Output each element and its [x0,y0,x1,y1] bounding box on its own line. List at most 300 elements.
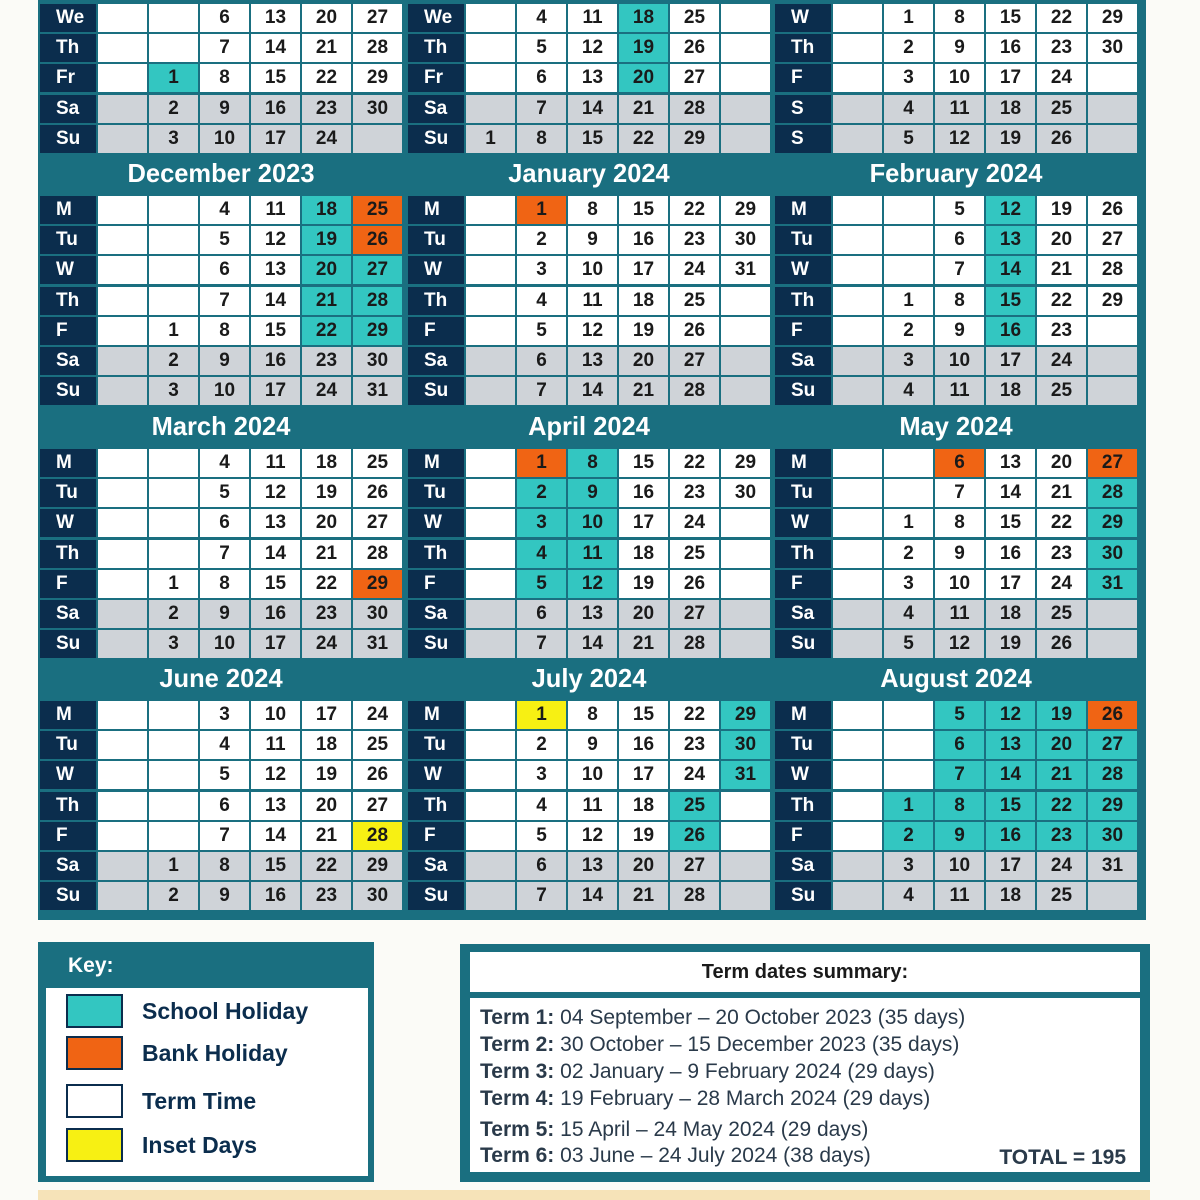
day-cell: 9 [200,882,249,910]
day-label: Su [40,630,96,658]
day-cell: 4 [884,882,933,910]
day-cell: 15 [619,701,668,729]
day-label: Th [775,287,831,315]
day-cell: 18 [986,377,1035,405]
day-cell: 25 [1037,95,1086,123]
day-label: M [775,196,831,224]
day-cell [98,125,147,153]
total-days: TOTAL = 195 [999,1146,1126,1169]
day-cell: 20 [619,347,668,375]
day-cell: 7 [935,256,984,284]
day-cell: 13 [986,226,1035,254]
day-cell: 31 [721,256,770,284]
day-cell [353,125,402,153]
day-cell [721,64,770,92]
day-cell: 8 [568,196,617,224]
day-cell: 17 [986,570,1035,598]
day-cell: 3 [884,64,933,92]
day-label: M [408,449,464,477]
day-cell: 28 [670,377,719,405]
day-cell: 22 [1037,287,1086,315]
day-cell [833,600,882,628]
day-cell: 5 [200,761,249,789]
day-cell: 12 [568,822,617,850]
day-cell [1088,882,1137,910]
day-cell: 30 [1088,822,1137,850]
day-cell: 11 [935,882,984,910]
day-cell: 17 [986,852,1035,880]
day-cell: 24 [1037,347,1086,375]
day-cell: 18 [302,731,351,759]
term-dates: 15 April – 24 May 2024 (29 days) [560,1118,869,1141]
day-cell: 21 [619,882,668,910]
key-panel [38,942,374,1182]
month-title: July 2024 [531,663,647,693]
day-cell: 23 [670,731,719,759]
day-cell [721,287,770,315]
day-cell: 25 [670,792,719,820]
day-cell: 8 [517,125,566,153]
day-cell: 2 [149,347,198,375]
day-cell [833,95,882,123]
day-label: F [40,570,96,598]
day-label: F [408,822,464,850]
term-time-label: Term Time [142,1088,257,1114]
day-cell: 26 [353,761,402,789]
term-1-line [480,1006,965,1030]
day-label: Su [408,882,464,910]
day-cell: 16 [986,540,1035,568]
day-cell: 4 [884,95,933,123]
day-cell: 14 [986,479,1035,507]
day-cell: 16 [619,479,668,507]
day-cell: 20 [302,256,351,284]
day-cell [721,95,770,123]
day-cell [98,226,147,254]
day-cell: 9 [935,317,984,345]
day-cell [721,630,770,658]
day-cell [466,287,515,315]
day-cell: 22 [302,570,351,598]
day-cell: 11 [251,731,300,759]
day-cell: 18 [302,449,351,477]
day-cell [466,226,515,254]
day-cell [1088,630,1137,658]
day-cell: 12 [568,317,617,345]
day-label: Fr [40,64,96,92]
day-cell [98,630,147,658]
day-cell: 17 [619,256,668,284]
day-cell: 8 [568,701,617,729]
day-cell: 21 [1037,256,1086,284]
term-label: Term 3: [480,1060,555,1083]
month-title: February 2024 [869,158,1043,188]
day-cell: 6 [200,792,249,820]
day-cell: 5 [517,822,566,850]
day-cell: 3 [517,256,566,284]
day-cell [721,882,770,910]
day-cell: 2 [149,95,198,123]
day-cell: 4 [517,540,566,568]
day-cell: 25 [670,4,719,32]
day-cell [884,761,933,789]
day-cell: 19 [302,761,351,789]
month-title: May 2024 [899,411,1013,441]
day-cell: 27 [670,600,719,628]
day-cell: 12 [251,761,300,789]
day-cell: 10 [568,761,617,789]
day-cell: 3 [517,761,566,789]
day-cell: 4 [200,449,249,477]
day-cell: 5 [200,479,249,507]
day-cell: 13 [251,792,300,820]
day-cell: 2 [884,540,933,568]
day-cell [721,600,770,628]
day-cell [833,731,882,759]
term-dates: 02 January – 9 February 2024 (29 days) [560,1060,935,1083]
day-cell: 6 [935,731,984,759]
day-cell: 20 [302,792,351,820]
day-cell: 21 [1037,479,1086,507]
day-cell: 14 [251,287,300,315]
day-cell: 9 [200,600,249,628]
day-cell [149,509,198,537]
day-cell: 23 [1037,317,1086,345]
day-cell: 13 [251,256,300,284]
day-cell [884,226,933,254]
day-cell: 28 [1088,761,1137,789]
day-label: S [775,125,831,153]
day-label: M [408,196,464,224]
day-label: Tu [408,479,464,507]
day-cell [721,509,770,537]
day-cell [833,4,882,32]
day-label: W [775,509,831,537]
day-label: F [775,822,831,850]
day-cell: 29 [353,852,402,880]
day-cell: 17 [619,761,668,789]
term-dates: 30 October – 15 December 2023 (35 days) [560,1033,960,1056]
day-label: Tu [40,479,96,507]
term-4-line [480,1087,930,1111]
day-cell [884,449,933,477]
day-cell: 25 [670,287,719,315]
day-cell [98,540,147,568]
day-cell [833,377,882,405]
term-dates: 19 February – 28 March 2024 (29 days) [560,1087,931,1110]
day-cell: 2 [149,882,198,910]
day-cell: 7 [935,761,984,789]
day-cell: 27 [1088,731,1137,759]
day-cell [833,701,882,729]
day-cell: 12 [986,701,1035,729]
day-cell: 17 [251,125,300,153]
day-cell: 26 [1037,630,1086,658]
day-cell [98,449,147,477]
day-cell: 15 [619,449,668,477]
term-label: Term 5: [480,1118,555,1141]
day-cell: 10 [935,852,984,880]
day-cell: 8 [935,287,984,315]
day-label: S [775,95,831,123]
day-cell: 16 [986,34,1035,62]
day-cell [833,34,882,62]
day-cell [98,509,147,537]
day-cell: 10 [568,509,617,537]
day-label: Th [775,792,831,820]
day-cell [884,731,933,759]
day-cell: 3 [517,509,566,537]
day-cell [149,449,198,477]
day-cell [1088,347,1137,375]
day-cell: 5 [884,630,933,658]
day-cell: 4 [884,600,933,628]
day-cell: 12 [568,570,617,598]
day-cell: 6 [517,852,566,880]
day-cell: 30 [1088,540,1137,568]
day-cell: 4 [517,4,566,32]
day-cell: 23 [670,226,719,254]
day-cell: 22 [302,64,351,92]
day-cell: 11 [935,95,984,123]
day-cell: 28 [670,95,719,123]
day-label: W [408,509,464,537]
term-5-line [480,1118,868,1142]
footer-rule [38,1190,1150,1200]
day-cell [466,449,515,477]
day-cell: 3 [200,701,249,729]
day-cell: 1 [884,4,933,32]
day-cell: 28 [1088,479,1137,507]
day-cell: 7 [935,479,984,507]
day-cell [98,347,147,375]
day-cell: 19 [619,317,668,345]
day-cell: 19 [302,226,351,254]
day-cell: 25 [353,196,402,224]
day-cell [833,479,882,507]
day-cell: 9 [935,822,984,850]
day-cell: 10 [935,64,984,92]
day-cell: 17 [302,701,351,729]
day-cell: 1 [517,701,566,729]
day-cell [466,701,515,729]
day-cell [721,822,770,850]
day-cell: 6 [200,256,249,284]
day-cell [833,317,882,345]
day-cell [721,540,770,568]
day-cell: 12 [568,34,617,62]
day-cell: 1 [149,570,198,598]
day-label: F [775,317,831,345]
day-cell: 6 [200,509,249,537]
day-cell: 4 [517,287,566,315]
day-cell [98,852,147,880]
day-cell: 19 [1037,701,1086,729]
day-cell: 15 [251,317,300,345]
day-cell: 25 [1037,882,1086,910]
day-cell: 7 [200,34,249,62]
day-cell: 2 [884,34,933,62]
day-label: Su [775,377,831,405]
day-cell: 2 [884,822,933,850]
day-cell: 9 [935,34,984,62]
day-label: Sa [40,95,96,123]
day-cell: 16 [986,317,1035,345]
day-cell [721,4,770,32]
day-cell [884,479,933,507]
day-cell: 13 [568,852,617,880]
term-label: Term 2: [480,1033,555,1056]
day-label: Sa [408,95,464,123]
day-cell: 12 [986,196,1035,224]
day-cell [721,852,770,880]
day-cell: 7 [517,377,566,405]
day-cell: 22 [302,317,351,345]
day-cell: 10 [200,125,249,153]
day-cell: 27 [353,256,402,284]
day-cell: 22 [670,701,719,729]
day-label: Th [40,34,96,62]
day-cell [466,822,515,850]
day-cell: 22 [1037,792,1086,820]
day-cell: 18 [986,882,1035,910]
day-cell [466,347,515,375]
day-label: Su [775,630,831,658]
day-cell: 13 [251,4,300,32]
day-cell: 8 [935,509,984,537]
day-cell [466,509,515,537]
day-cell: 18 [619,792,668,820]
day-cell: 26 [1088,196,1137,224]
day-cell [721,34,770,62]
day-cell: 3 [884,347,933,375]
day-cell: 10 [251,701,300,729]
month-title: January 2024 [508,158,670,188]
day-cell [149,479,198,507]
day-cell: 30 [721,731,770,759]
day-cell: 21 [302,540,351,568]
day-cell: 6 [517,600,566,628]
day-cell [98,761,147,789]
day-cell [98,95,147,123]
term-summary-panel [460,944,1150,1182]
day-cell: 10 [568,256,617,284]
day-cell [466,852,515,880]
day-cell: 20 [302,509,351,537]
day-cell: 14 [986,256,1035,284]
day-cell: 27 [670,852,719,880]
day-cell: 4 [200,731,249,759]
day-label: Sa [775,347,831,375]
day-cell [149,226,198,254]
day-cell: 17 [986,64,1035,92]
day-label: Th [775,34,831,62]
day-cell: 16 [251,882,300,910]
day-cell: 30 [353,347,402,375]
day-cell [833,256,882,284]
day-label: Th [40,287,96,315]
day-cell [466,196,515,224]
day-label: Th [40,792,96,820]
school-holiday-swatch [66,994,123,1028]
day-cell: 5 [200,226,249,254]
day-cell: 1 [149,852,198,880]
day-cell: 16 [986,822,1035,850]
day-cell: 18 [619,4,668,32]
day-cell: 10 [200,630,249,658]
day-cell: 11 [568,287,617,315]
day-cell [98,731,147,759]
day-cell: 12 [251,479,300,507]
day-cell: 9 [935,540,984,568]
day-cell [721,317,770,345]
day-cell [466,761,515,789]
day-cell: 15 [986,509,1035,537]
day-cell [833,287,882,315]
month-title: December 2023 [127,158,315,188]
day-cell [149,256,198,284]
day-cell [466,317,515,345]
day-cell [98,256,147,284]
day-cell [833,449,882,477]
day-cell [1088,125,1137,153]
day-cell: 8 [568,449,617,477]
day-cell [1088,600,1137,628]
day-label: Sa [40,600,96,628]
day-label: Sa [40,347,96,375]
day-cell: 24 [670,761,719,789]
day-cell [884,256,933,284]
day-cell: 25 [1037,377,1086,405]
day-label: Su [775,882,831,910]
day-label: Su [40,377,96,405]
day-cell: 15 [986,4,1035,32]
day-label: W [40,761,96,789]
day-cell: 23 [670,479,719,507]
day-cell [466,95,515,123]
term-dates: 03 June – 24 July 2024 (38 days) [560,1144,871,1167]
day-cell: 15 [251,852,300,880]
day-cell: 16 [619,731,668,759]
day-cell: 11 [935,377,984,405]
day-cell: 1 [149,64,198,92]
day-cell: 19 [986,125,1035,153]
day-cell: 30 [353,95,402,123]
day-cell: 24 [302,125,351,153]
day-cell [149,4,198,32]
day-label: Tu [40,226,96,254]
day-cell: 18 [986,600,1035,628]
day-cell: 27 [670,64,719,92]
day-cell: 10 [935,347,984,375]
day-cell: 14 [568,95,617,123]
day-label: Fr [408,64,464,92]
day-cell: 31 [1088,570,1137,598]
day-cell: 27 [1088,449,1137,477]
day-cell [466,479,515,507]
day-cell: 28 [670,630,719,658]
day-label: M [40,196,96,224]
day-cell: 16 [619,226,668,254]
school-holiday-label: School Holiday [142,998,309,1024]
day-cell: 13 [986,449,1035,477]
day-cell: 26 [1088,701,1137,729]
day-cell: 31 [353,630,402,658]
day-cell [833,852,882,880]
day-cell: 12 [935,630,984,658]
term-6-line [480,1144,871,1168]
day-cell: 7 [517,882,566,910]
